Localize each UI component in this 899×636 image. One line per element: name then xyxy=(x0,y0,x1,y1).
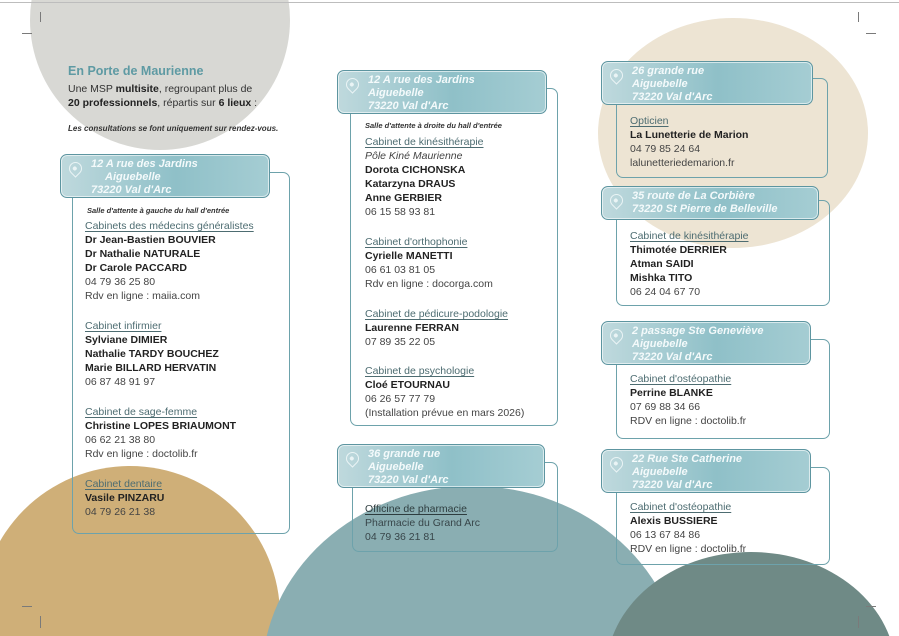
site-note: Salle d'attente à gauche du hall d'entrée xyxy=(87,206,230,215)
address-line: 35 route de La Corbière xyxy=(632,190,755,202)
phone-number: 06 13 67 84 86 xyxy=(630,529,701,541)
address-line: 73220 Val d'Arc xyxy=(632,91,713,103)
address-line: Aiguebelle xyxy=(632,338,688,350)
section-title: Opticien xyxy=(630,115,669,127)
service-section xyxy=(365,135,484,219)
address-box xyxy=(337,70,547,114)
intro-text-part: , regroupant plus de xyxy=(158,83,253,95)
map-pin-icon xyxy=(607,454,625,472)
intro-text-bold: multisite xyxy=(115,83,159,95)
practitioner-name: Cloé ETOURNAU xyxy=(365,379,450,391)
intro-title: En Porte de Maurienne xyxy=(68,64,204,78)
practitioner-name: Vasile PINZARU xyxy=(85,492,165,504)
address-box xyxy=(337,444,545,488)
map-pin-icon xyxy=(343,75,361,93)
booking-link[interactable]: Rdv en ligne : docorga.com xyxy=(365,278,493,290)
intro-text xyxy=(68,82,278,110)
address-box xyxy=(60,154,270,198)
phone-number: 06 15 58 93 81 xyxy=(365,206,436,218)
service-section xyxy=(365,235,493,291)
booking-link[interactable]: Rdv en ligne : doctolib.fr xyxy=(85,448,198,460)
address-line: 73220 Val d'Arc xyxy=(91,184,172,196)
address-line: 2 passage Ste Geneviève xyxy=(632,325,764,337)
intro-text-part: Une MSP xyxy=(68,83,116,95)
service-section xyxy=(365,307,508,349)
service-section xyxy=(630,372,746,428)
section-title: Officine de pharmacie xyxy=(365,503,467,515)
practitioner-name: Cyrielle MANETTI xyxy=(365,250,453,262)
phone-number: 06 62 21 38 80 xyxy=(85,434,156,446)
service-section xyxy=(85,405,236,461)
service-section xyxy=(630,229,749,299)
map-pin-icon xyxy=(66,159,84,177)
practitioner-name: Laurenne FERRAN xyxy=(365,322,459,334)
phone-number: 04 79 36 21 81 xyxy=(365,531,436,543)
installation-note: (Installation prévue en mars 2026) xyxy=(365,407,525,419)
practitioner-name: Thimotée DERRIER xyxy=(630,244,727,256)
service-section xyxy=(365,364,524,420)
address-box xyxy=(601,321,811,365)
address-line: 73220 St Pierre de Belleville xyxy=(632,203,778,215)
section-subtitle: Pôle Kiné Maurienne xyxy=(365,150,463,162)
phone-number: 04 79 85 24 64 xyxy=(630,143,701,155)
map-pin-icon xyxy=(607,326,625,344)
section-title: Cabinets des médecins généralistes xyxy=(85,220,254,232)
section-title: Cabinet d'ostéopathie xyxy=(630,373,732,385)
booking-link[interactable]: RDV en ligne : doctolib.fr xyxy=(630,543,747,555)
booking-link[interactable]: Rdv en ligne : maiia.com xyxy=(85,290,200,302)
section-title: Cabinet d'orthophonie xyxy=(365,236,468,248)
intro-text-bold: 6 lieux xyxy=(218,97,252,109)
scan-edge xyxy=(0,2,899,3)
address-line: 26 grande rue xyxy=(632,65,705,77)
map-pin-icon xyxy=(343,449,361,467)
intro-text-part: , répartis sur xyxy=(157,97,219,109)
service-section xyxy=(365,502,480,544)
intro-text-bold: 20 professionnels xyxy=(68,97,158,109)
practitioner-name: Dorota CICHONSKA xyxy=(365,164,466,176)
phone-number: 06 61 03 81 05 xyxy=(365,264,436,276)
service-section xyxy=(630,500,746,556)
crop-mark xyxy=(866,33,876,34)
phone-number: 06 24 04 67 70 xyxy=(630,286,701,298)
practitioner-name: Christine LOPES BRIAUMONT xyxy=(85,420,237,432)
practitioner-name: Sylviane DIMIER xyxy=(85,334,168,346)
section-title: Cabinet de kinésithérapie xyxy=(365,136,484,148)
practitioner-name: Dr Nathalie NATURALE xyxy=(85,248,201,260)
crop-mark xyxy=(40,616,41,628)
section-title: Cabinet infirmier xyxy=(85,320,162,332)
practitioner-name: Dr Carole PACCARD xyxy=(85,262,187,274)
service-section xyxy=(85,219,254,303)
section-title: Cabinet d'ostéopathie xyxy=(630,501,732,513)
website-link[interactable]: lalunetteriedemarion.fr xyxy=(630,157,735,169)
practitioner-name: Marie BILLARD HERVATIN xyxy=(85,362,217,374)
address-line: 73220 Val d'Arc xyxy=(632,351,713,363)
crop-mark xyxy=(858,12,859,22)
address-line: Aiguebelle xyxy=(105,171,161,183)
crop-mark xyxy=(40,12,41,22)
business-name: La Lunetterie de Marion xyxy=(630,129,749,141)
address-line: Aiguebelle xyxy=(368,461,424,473)
address-line: 12 A rue des Jardins xyxy=(368,74,475,86)
phone-number: 07 69 88 34 66 xyxy=(630,401,701,413)
crop-mark xyxy=(858,616,859,628)
practitioner-name: Alexis BUSSIERE xyxy=(630,515,718,527)
practitioner-name: Nathalie TARDY BOUCHEZ xyxy=(85,348,219,360)
address-line: Aiguebelle xyxy=(632,466,688,478)
section-title: Cabinet de psychologie xyxy=(365,365,475,377)
map-pin-icon xyxy=(607,191,625,209)
crop-mark xyxy=(866,606,876,607)
service-section xyxy=(85,477,164,519)
booking-link[interactable]: RDV en ligne : doctolib.fr xyxy=(630,415,747,427)
practitioner-name: Katarzyna DRAUS xyxy=(365,178,456,190)
crop-mark xyxy=(22,33,32,34)
address-box xyxy=(601,61,813,105)
intro-text-part: : xyxy=(251,97,258,109)
site-note: Salle d'attente à droite du hall d'entrée xyxy=(365,121,502,130)
section-title: Cabinet de kinésithérapie xyxy=(630,230,749,242)
practitioner-name: Dr Jean-Bastien BOUVIER xyxy=(85,234,216,246)
practitioner-name: Mishka TITO xyxy=(630,272,693,284)
phone-number: 04 79 26 21 38 xyxy=(85,506,156,518)
phone-number: 07 89 35 22 05 xyxy=(365,336,436,348)
address-line: 12 A rue des Jardins xyxy=(91,158,198,170)
address-box xyxy=(601,186,819,220)
practitioner-name: Perrine BLANKE xyxy=(630,387,713,399)
section-title: Cabinet dentaire xyxy=(85,478,163,490)
intro-note: Les consultations se font uniquement sur rendez-vous. xyxy=(68,124,279,133)
section-title: Cabinet de pédicure-podologie xyxy=(365,308,509,320)
practitioner-name: Anne GERBIER xyxy=(365,192,443,204)
service-section xyxy=(85,319,219,389)
crop-mark xyxy=(22,606,32,607)
address-line: Aiguebelle xyxy=(368,87,424,99)
address-line: Aiguebelle xyxy=(632,78,688,90)
phone-number: 06 26 57 77 79 xyxy=(365,393,436,405)
address-line: 36 grande rue xyxy=(368,448,441,460)
address-line: 73220 Val d'Arc xyxy=(632,479,713,491)
phone-number: 06 87 48 91 97 xyxy=(85,376,156,388)
address-line: 73220 Val d'Arc xyxy=(368,100,449,112)
address-line: 22 Rue Ste Catherine xyxy=(632,453,743,465)
service-section xyxy=(630,114,748,170)
address-box xyxy=(601,449,811,493)
pharmacy-name: Pharmacie du Grand Arc xyxy=(365,517,480,529)
map-pin-icon xyxy=(607,66,625,84)
address-line: 73220 Val d'Arc xyxy=(368,474,449,486)
practitioner-name: Atman SAIDI xyxy=(630,258,694,270)
section-title: Cabinet de sage-femme xyxy=(85,406,198,418)
phone-number: 04 79 36 25 80 xyxy=(85,276,156,288)
